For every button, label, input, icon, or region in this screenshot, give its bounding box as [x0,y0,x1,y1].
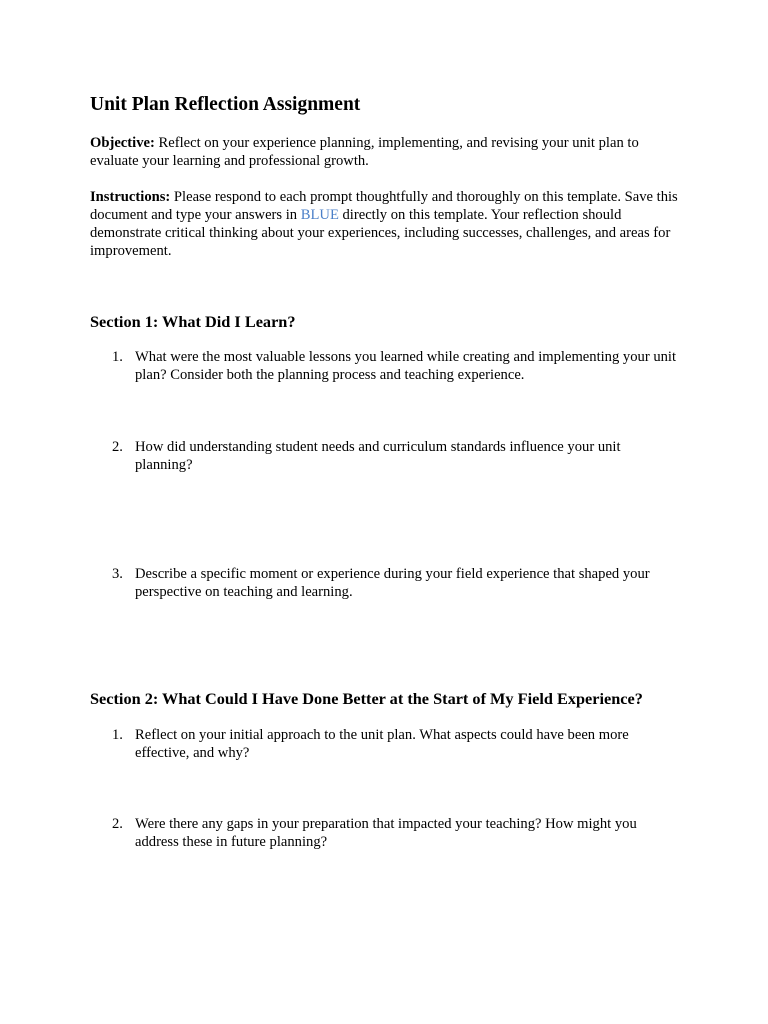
blue-highlight-text: BLUE [300,207,339,223]
question-item [90,565,680,601]
instructions-text-before: Please respond to each prompt thoughtfully and thoroughly on this template. Save this document and type your answers in [90,189,678,223]
question-list [90,348,680,601]
question-list [90,726,680,851]
page-title: Unit Plan Reflection Assignment [90,94,361,115]
question-text: Describe a specific moment or experience during your field experience that shaped your perspective on teaching and learning. [135,566,650,600]
section-heading: Section 2: What Could I Have Done Better at the Start of My Field Experience? [90,689,643,708]
question-number: 1. [112,727,123,743]
section-heading: Section 1: What Did I Learn? [90,312,296,331]
objective-text: Reflect on your experience planning, implementing, and revising your unit plan to evaluate your learning and professional growth. [90,135,639,169]
question-item [90,348,680,384]
instructions-paragraph [90,188,680,260]
instructions-text-after: directly on this template. Your reflection should demonstrate critical thinking about your experiences, including successes, challenges, and areas for improvement. [90,207,671,259]
question-number: 2. [112,439,123,455]
question-number: 3. [112,566,123,582]
question-text: How did understanding student needs and curriculum standards influence your unit planning? [135,439,621,473]
question-text: Reflect on your initial approach to the unit plan. What aspects could have been more effective, and why? [135,727,629,761]
objective-label: Objective: [90,135,155,151]
question-number: 2. [112,816,123,832]
question-number: 1. [112,349,123,365]
question-item [90,726,680,762]
question-text: What were the most valuable lessons you learned while creating and implementing your unit plan? Consider both the planning process and teaching experience. [135,349,677,383]
document-body [90,92,680,851]
question-text: Were there any gaps in your preparation that impacted your teaching? How might you address these in future planning? [135,816,637,850]
question-item [90,438,680,474]
objective-paragraph [90,134,680,170]
instructions-label: Instructions: [90,189,171,205]
question-item [90,815,680,851]
